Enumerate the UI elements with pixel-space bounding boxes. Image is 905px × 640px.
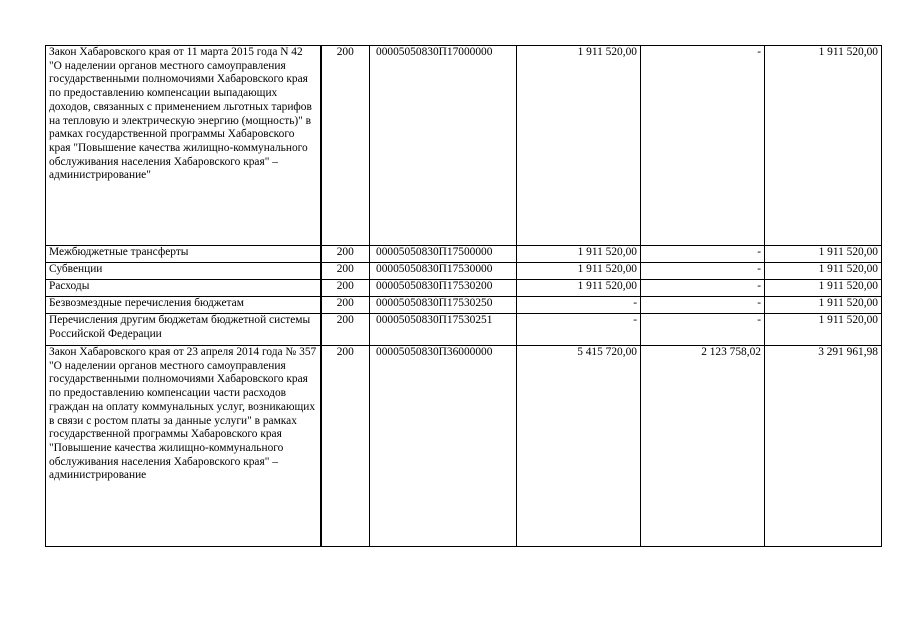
row-classification-code: 00005050830П17530251 — [370, 314, 517, 346]
row-code: 200 — [321, 314, 370, 346]
row-remaining: 1 911 520,00 — [765, 246, 882, 263]
row-executed: 2 123 758,02 — [641, 346, 765, 547]
row-remaining: 1 911 520,00 — [765, 46, 882, 246]
row-planned: - — [517, 314, 641, 346]
row-code: 200 — [321, 346, 370, 547]
table-row — [46, 46, 882, 246]
row-remaining: 3 291 961,98 — [765, 346, 882, 547]
row-planned: 1 911 520,00 — [517, 280, 641, 297]
row-remaining: 1 911 520,00 — [765, 280, 882, 297]
row-code: 200 — [321, 246, 370, 263]
row-executed: - — [641, 280, 765, 297]
row-name: Безвозмездные перечисления бюджетам — [46, 297, 321, 314]
row-name: Закон Хабаровского края от 23 апреля 2014 года № 357 "О наделении органов местного самоуправления государственными полномочиями Хабаровского края по предоставлению компенсации части расходов граждан на оплату коммунальных услуг, возникающих в связи с ростом платы за данные услуги" в рамках государственной программы Хабаровского края "Повышение качества жилищно-коммунального обслуживания населения Хабаровского края" – администрирование — [46, 346, 321, 547]
row-classification-code: 00005050830П36000000 — [370, 346, 517, 547]
row-executed: - — [641, 314, 765, 346]
row-classification-code: 00005050830П17530250 — [370, 297, 517, 314]
row-planned: 1 911 520,00 — [517, 263, 641, 280]
budget-execution-table — [45, 45, 882, 547]
row-executed: - — [641, 263, 765, 280]
row-code: 200 — [321, 297, 370, 314]
table-row — [46, 246, 882, 263]
row-remaining: 1 911 520,00 — [765, 314, 882, 346]
table-row — [46, 297, 882, 314]
row-name: Субвенции — [46, 263, 321, 280]
row-name: Расходы — [46, 280, 321, 297]
row-name: Межбюджетные трансферты — [46, 246, 321, 263]
table-row — [46, 280, 882, 297]
row-planned: 1 911 520,00 — [517, 246, 641, 263]
table-row — [46, 314, 882, 346]
row-code: 200 — [321, 263, 370, 280]
row-planned: 5 415 720,00 — [517, 346, 641, 547]
row-executed: - — [641, 246, 765, 263]
row-executed: - — [641, 46, 765, 246]
table-row — [46, 346, 882, 547]
row-executed: - — [641, 297, 765, 314]
row-classification-code: 00005050830П17500000 — [370, 246, 517, 263]
table-row — [46, 263, 882, 280]
row-planned: 1 911 520,00 — [517, 46, 641, 246]
row-code: 200 — [321, 46, 370, 246]
row-name: Закон Хабаровского края от 11 марта 2015 года N 42 "О наделении органов местного самоуправления государственными полномочиями Хабаровского края по предоставлению компенсации выпадающих доходов, связанных с применением льготных тарифов на тепловую и электрическую энергию (мощность)" в рамках государственной программы Хабаровского края "Повышение качества жилищно-коммунального обслуживания населения Хабаровского края" – администрирование" — [46, 46, 321, 246]
row-code: 200 — [321, 280, 370, 297]
row-classification-code: 00005050830П17530000 — [370, 263, 517, 280]
row-name: Перечисления другим бюджетам бюджетной системы Российской Федерации — [46, 314, 321, 346]
row-classification-code: 00005050830П17000000 — [370, 46, 517, 246]
row-remaining: 1 911 520,00 — [765, 263, 882, 280]
row-classification-code: 00005050830П17530200 — [370, 280, 517, 297]
row-planned: - — [517, 297, 641, 314]
row-remaining: 1 911 520,00 — [765, 297, 882, 314]
